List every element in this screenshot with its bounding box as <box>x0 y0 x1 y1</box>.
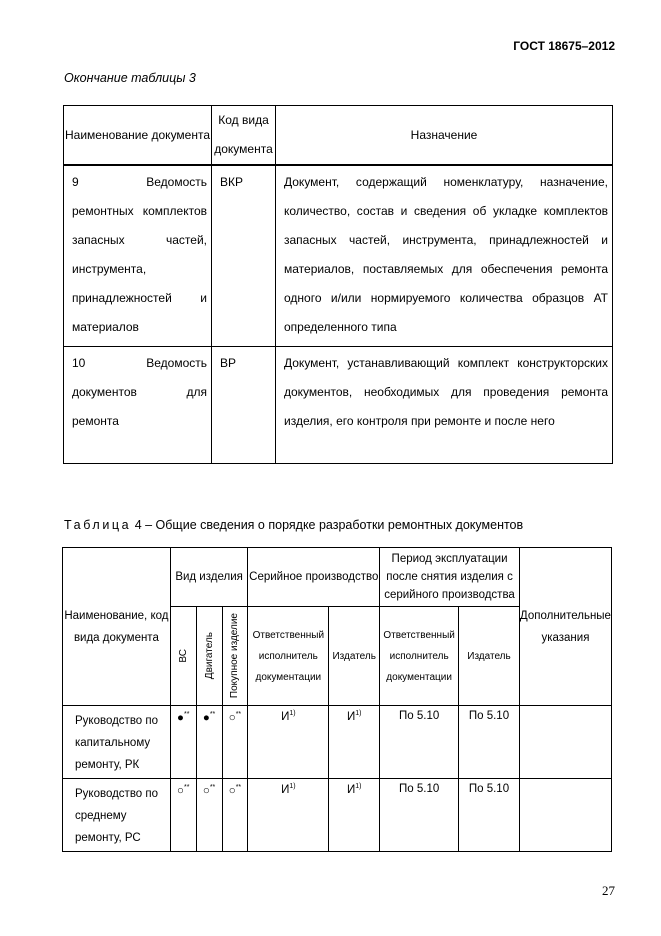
table4-head-vs <box>170 607 196 706</box>
footnote-mark: 1) <box>289 710 296 717</box>
table4-head-publisher-period: Издатель <box>459 607 520 706</box>
empty-circle-icon: ○ <box>177 784 184 797</box>
footnote-mark: ** <box>183 784 190 791</box>
table4-head-responsible-period: Ответственный исполнитель документации <box>380 607 459 706</box>
table4-row1-pub-serial <box>329 706 380 779</box>
filled-circle-icon: ● <box>202 711 210 724</box>
table3-row1-purpose: Документ, содержащий номенклатуру, назначение, количество, состав и сведения об укладке комплектов запасных частей, инструмента, принадлежностей и материалов, поставляемых для обеспечения ремонта одного и/или нормируемого количества образцов АТ определенного типа <box>276 165 613 347</box>
table4-row1-resp-serial <box>248 706 329 779</box>
empty-circle-icon: ○ <box>202 784 210 797</box>
page-number: 27 <box>602 883 615 898</box>
footnote-mark: ** <box>209 711 216 718</box>
footnote-mark: ** <box>235 711 242 718</box>
table4-row2-pub-period: По 5.10 <box>459 779 520 852</box>
table3-row2-name: 10 Ведомость документов для ремонта <box>64 347 212 464</box>
standard-code: ГОСТ 18675–2012 <box>513 39 615 53</box>
empty-circle-icon: ○ <box>228 711 236 724</box>
table4-row2-pub-serial <box>329 779 380 852</box>
table3-row1-name: 9 Ведомость ремонтных комплектов запасных частей, инструмента, принадлежностей и материалов <box>64 165 212 347</box>
table3 <box>63 105 613 464</box>
table3-head-name: Наименование документа <box>64 106 212 166</box>
footnote-mark: ** <box>183 711 190 718</box>
table4-row2-resp-period: По 5.10 <box>380 779 459 852</box>
table4-row1-vs <box>170 706 196 779</box>
table4-row2-purchased <box>222 779 248 852</box>
table4-head-purchased <box>222 607 248 706</box>
table4-head-serial: Серийное производство <box>248 548 380 607</box>
table4-row2-name: Руководство по среднему ремонту, РС <box>63 779 171 852</box>
cell-value: И <box>346 783 356 796</box>
footnote-mark: ** <box>209 784 216 791</box>
table4 <box>62 547 612 852</box>
footnote-mark: 1) <box>355 783 362 790</box>
table4-head-period: Период эксплуатации после снятия изделия с серийного производства <box>380 548 520 607</box>
table3-row1-code: ВКР <box>212 165 276 347</box>
table3-row2-code: ВР <box>212 347 276 464</box>
table4-head-engine <box>196 607 222 706</box>
filled-circle-icon: ● <box>177 711 184 724</box>
table3-head-code: Код вида документа <box>212 106 276 166</box>
cell-value: И <box>281 783 290 796</box>
table4-row1-engine <box>196 706 222 779</box>
table4-head-name: Наименование, код вида документа <box>63 548 171 706</box>
table4-row1-resp-period: По 5.10 <box>380 706 459 779</box>
table4-caption-label: Таблица <box>64 518 132 532</box>
table4-row1-pub-period: По 5.10 <box>459 706 520 779</box>
table3-head-purpose: Назначение <box>276 106 613 166</box>
table4-head-kind: Вид изделия <box>170 548 248 607</box>
table4-row2-vs <box>170 779 196 852</box>
footnote-mark: 1) <box>355 710 362 717</box>
table-row <box>64 165 613 347</box>
table4-row2-engine <box>196 779 222 852</box>
table4-caption-text: 4 – Общие сведения о порядке разработки ремонтных документов <box>134 518 524 532</box>
table4-row2-extra <box>519 779 611 852</box>
footnote-mark: 1) <box>289 783 296 790</box>
table4-row2-resp-serial <box>248 779 329 852</box>
cell-value: И <box>346 710 356 723</box>
footnote-mark: ** <box>235 784 242 791</box>
table4-head-publisher-serial: Издатель <box>329 607 380 706</box>
table-row <box>64 347 613 464</box>
table4-head-responsible-serial: Ответственный исполнитель документации <box>248 607 329 706</box>
cell-value: И <box>281 710 290 723</box>
table3-row2-purpose: Документ, устанавливающий комплект конструкторских документов, необходимых для проведения ремонта изделия, его контроля при ремонте и после него <box>276 347 613 464</box>
table4-head-engine-label: Двигатель <box>203 632 215 680</box>
table4-head-purchased-label: Покупное изделие <box>229 613 241 699</box>
table4-row1-purchased <box>222 706 248 779</box>
table-row <box>63 706 612 779</box>
table3-header-row <box>64 106 613 166</box>
table-row <box>63 779 612 852</box>
table4-head-extra: Дополнительные указания <box>519 548 611 706</box>
table4-caption <box>64 518 523 532</box>
empty-circle-icon: ○ <box>228 784 236 797</box>
table4-head-vs-label: ВС <box>177 649 189 663</box>
table4-row1-name: Руководство по капитальному ремонту, РК <box>63 706 171 779</box>
table4-header-row <box>63 548 612 607</box>
table4-row1-extra <box>519 706 611 779</box>
table3-caption: Окончание таблицы 3 <box>64 71 196 85</box>
